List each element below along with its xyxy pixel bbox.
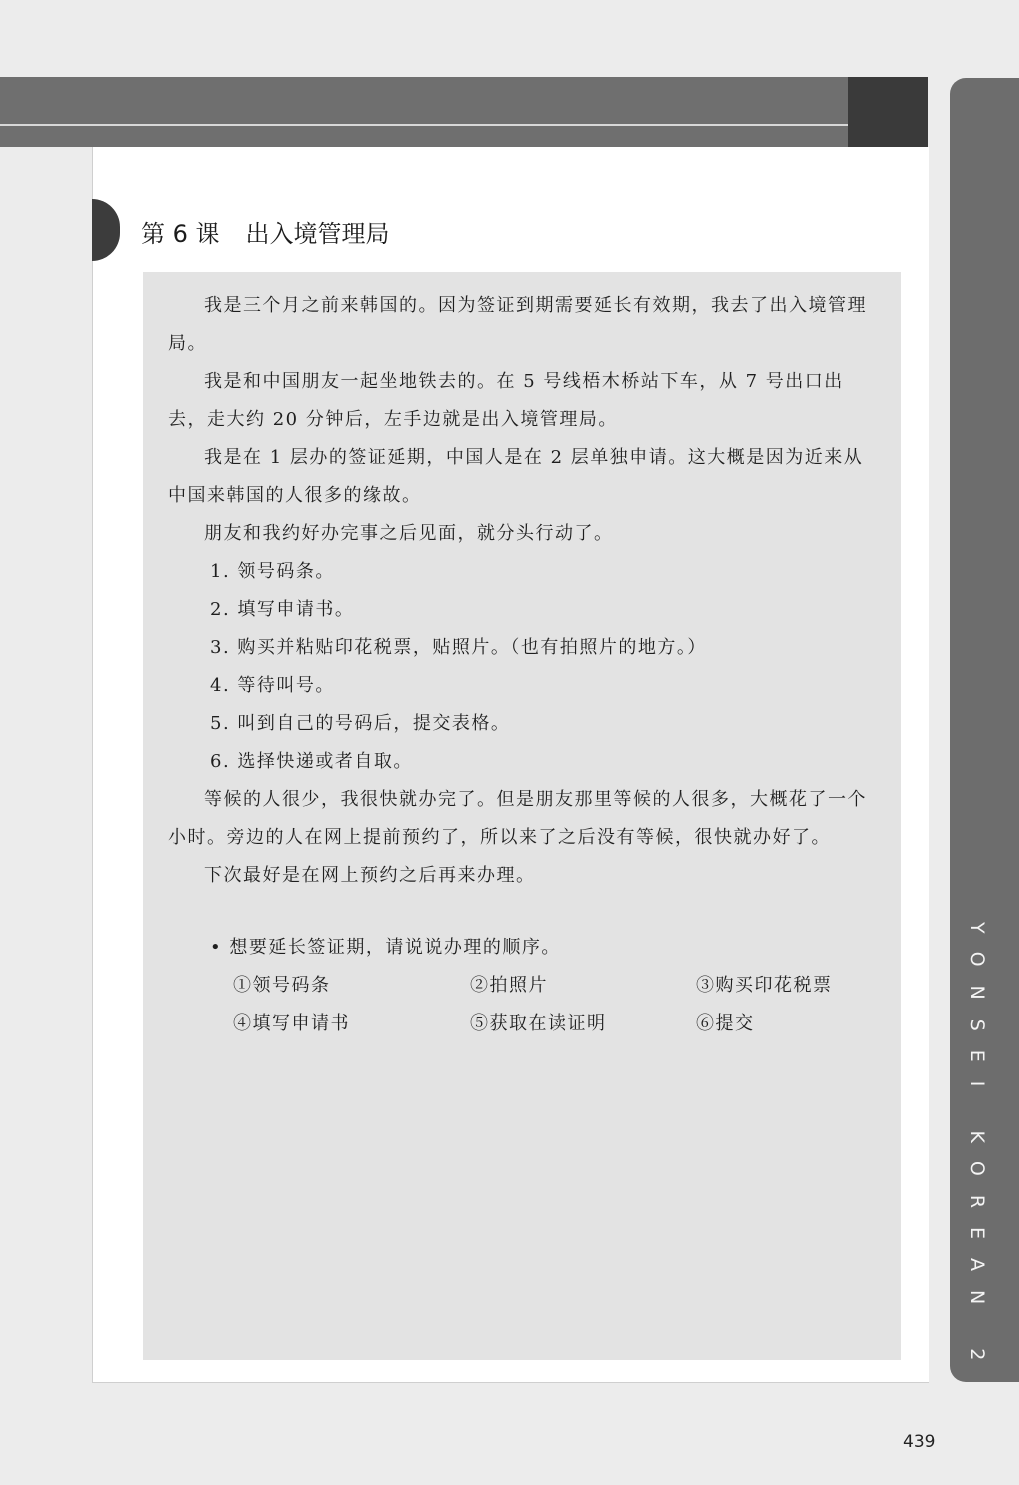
option-item: ③购买印花税票 <box>696 975 833 996</box>
step-item: 5. 叫到自己的号码后，提交表格。 <box>210 713 511 734</box>
step-item: 3. 购买并粘贴印花税票，贴照片。（也有拍照片的地方。） <box>210 637 707 658</box>
paragraph: 下次最好是在网上预约之后再来办理。 <box>204 865 536 886</box>
option-item: ⑥提交 <box>696 1013 755 1034</box>
page-number: 439 <box>903 1432 936 1452</box>
exercise-prompt: • 想要延长签证期，请说说办理的顺序。 <box>210 937 561 958</box>
option-item: ①领号码条 <box>233 975 331 996</box>
paragraph: 我是和中国朋友一起坐地铁去的。在 5 号线梧木桥站下车，从 7 号出口出去，走大约 20 分钟后，左手边就是出入境管理局。 <box>168 371 844 430</box>
header-band-line <box>0 124 848 126</box>
lesson-title: 出入境管理局 <box>245 220 390 248</box>
option-item: ④填写申请书 <box>233 1013 350 1034</box>
step-item: 2. 填写申请书。 <box>210 599 355 620</box>
step-item: 6. 选择快递或者自取。 <box>210 751 413 772</box>
paragraph: 等候的人很少，我很快就办完了。但是朋友那里等候的人很多，大概花了一个小时。旁边的人在网上提前预约了，所以来了之后没有等候，很快就办好了。 <box>168 789 867 848</box>
step-item: 1. 领号码条。 <box>210 561 335 582</box>
reading-text <box>168 287 873 1043</box>
lesson-heading <box>141 214 390 249</box>
spacer <box>168 895 873 929</box>
header-band <box>0 77 928 147</box>
step-item: 4. 等待叫号。 <box>210 675 335 696</box>
exercise-options <box>168 967 873 1043</box>
paragraph: 我是在 1 层办的签证延期，中国人是在 2 层单独申请。这大概是因为近来从中国来韩国的人很多的缘故。 <box>168 447 864 506</box>
paragraph: 我是三个月之前来韩国的。因为签证到期需要延长有效期，我去了出入境管理局。 <box>168 295 867 354</box>
lesson-number: 第 6 课 <box>141 220 220 248</box>
option-item: ②拍照片 <box>470 975 548 996</box>
option-item: ⑤获取在读证明 <box>470 1013 607 1034</box>
header-band-corner <box>848 77 928 147</box>
side-label: YONSEI KOREAN 2 <box>966 922 988 1380</box>
paragraph: 朋友和我约好办完事之后见面，就分头行动了。 <box>204 523 614 544</box>
